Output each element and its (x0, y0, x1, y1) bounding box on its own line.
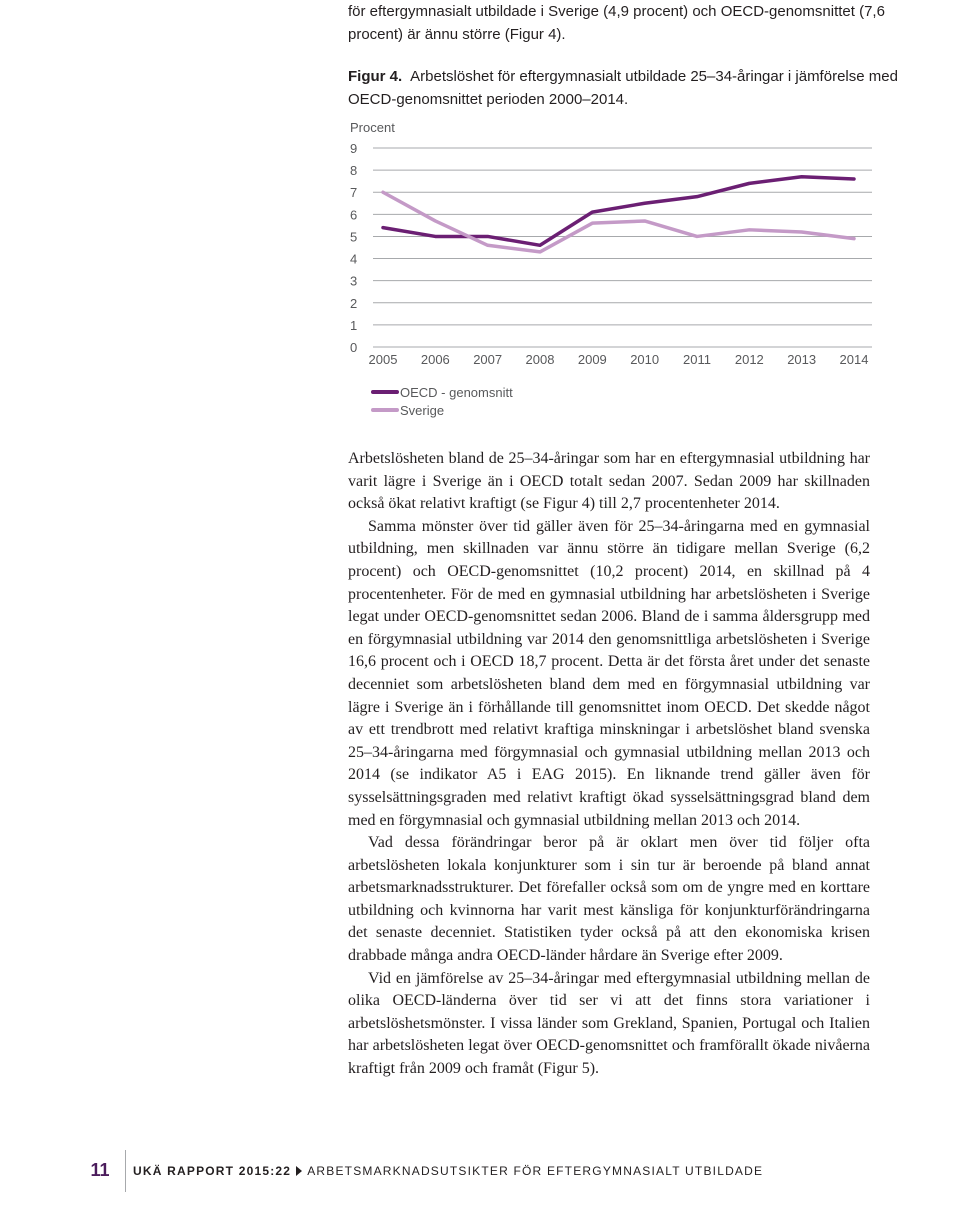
y-tick-label: 6 (350, 207, 358, 223)
legend-label: OECD - genomsnitt (400, 385, 513, 400)
line-chart (340, 112, 885, 422)
x-tick-label: 2013 (787, 352, 817, 367)
y-tick-label: 1 (350, 317, 358, 333)
y-tick-labels (350, 141, 357, 355)
body-paragraph: Samma mönster över tid gäller även för 25–34-åringarna med en gymnasial utbildning, men skillnaden var ännu större än tidigare mellan Sverige (6,2 procent) och OECD-genomsnittet (10,2 procent) 2014, en skillnad på 4 procentenheter. För de med en gymnasial utbildning har arbetslösheten i Sverige legat under OECD-genomsnittet sedan 2006. Bland de i samma åldersgrupp med en förgymnasial utbildning var 2014 den genomsnittliga arbetslösheten i Sverige 16,6 procent och i OECD 18,7 procent. Detta är det första året under det senaste decenniet som arbetslösheten bland dem med en förgymnasial utbildning var lägre i Sverige än i förhållande till genomsnittet inom OECD. Det skedde något av ett trendbrott med relativt kraftiga minskningar i arbetslöshet bland svenska 25–34-åringarna med förgymnasial och gymnasial utbildning mellan 2013 och 2014 (se indikator A5 i EAG 2015). En liknande trend gäller även för sysselsättningsgraden med relativt kraftigt ökad sysselsättningsgrad bland dem med en förgymnasial och gymnasial utbildning mellan 2013 och 2014. (348, 517, 870, 829)
figure-caption (348, 65, 908, 111)
figure-label: Figur 4. (348, 68, 403, 85)
intro-text: för eftergymnasialt utbildade i Sverige (4,9 procent) och OECD-genomsnittet (7,6 procent) är ännu större (Figur 4). (348, 3, 885, 43)
figure-caption-text: Arbetslöshet för eftergymnasialt utbildade 25–34-åringar i jämförelse med OECD-genomsnittet perioden 2000–2014. (348, 68, 898, 108)
y-tick-label: 7 (350, 185, 358, 201)
body-text (348, 448, 870, 1081)
report-title: UKÄ RAPPORT 2015:22 (133, 1164, 292, 1178)
y-tick-label: 5 (350, 229, 358, 245)
x-tick-label: 2009 (577, 352, 607, 367)
y-tick-label: 3 (350, 273, 358, 289)
x-tick-label: 2011 (683, 352, 711, 367)
y-tick-label: 8 (350, 163, 358, 179)
footer-report-line (133, 1164, 763, 1178)
chart-legend (373, 385, 513, 418)
x-tick-label: 2014 (839, 352, 869, 367)
x-tick-label: 2008 (525, 352, 555, 367)
x-tick-label: 2012 (734, 352, 764, 367)
x-tick-label: 2006 (420, 352, 450, 367)
series-line (383, 177, 854, 246)
report-subtitle: ARBETSMARKNADSUTSIKTER FÖR EFTERGYMNASIALT UTBILDADE (307, 1164, 764, 1178)
x-tick-label: 2010 (630, 352, 660, 367)
x-tick-label: 2007 (473, 352, 503, 367)
body-paragraph: Vad dessa förändringar beror på är oklart men över tid följer ofta arbetslösheten lokala konjunkturer som i sin tur är beroende på bland annat arbetsmarknadsstrukturer. Det förefaller också som om de yngre med en korttare utbildning och kvinnorna har varit mest känsliga för konjunkturförändringarna det senaste decenniet. Statistiken tyder också på att den ekonomiska krisen drabbade många andra OECD-länder hårdare än Sverige efter 2009. (348, 834, 870, 965)
x-tick-labels (369, 352, 869, 367)
body-paragraph: Vid en jämförelse av 25–34-åringar med eftergymnasial utbildning mellan de olika OECD-länderna över tid ser vi att det finns stora variationer i arbetslöshetsmönster. I vissa länder som Grekland, Spanien, Portugal och Italien har arbetslösheten legat över OECD-genomsnittet och framförallt ökade nivåerna kraftigt från 2009 och framåt (Figur 5). (348, 969, 870, 1078)
y-tick-label: 9 (350, 141, 358, 156)
y-axis-label: Procent (350, 120, 395, 135)
y-tick-label: 0 (350, 340, 358, 355)
x-tick-label: 2005 (368, 352, 398, 367)
legend-label: Sverige (400, 403, 445, 418)
page-footer (0, 1150, 960, 1196)
series-line (383, 192, 854, 252)
y-tick-label: 4 (350, 251, 358, 267)
footer-divider (125, 1150, 126, 1192)
y-tick-label: 2 (350, 295, 358, 311)
body-paragraph: Arbetslösheten bland de 25–34-åringar som har en eftergymnasial utbildning har varit lägre i Sverige än i OECD totalt sedan 2007. Sedan 2009 har skillnaden också ökat relativt kraftigt (se Figur 4) till 2,7 procentenheter 2014. (348, 450, 870, 513)
arrow-right-icon (296, 1166, 302, 1176)
page-number: 11 (90, 1160, 110, 1180)
